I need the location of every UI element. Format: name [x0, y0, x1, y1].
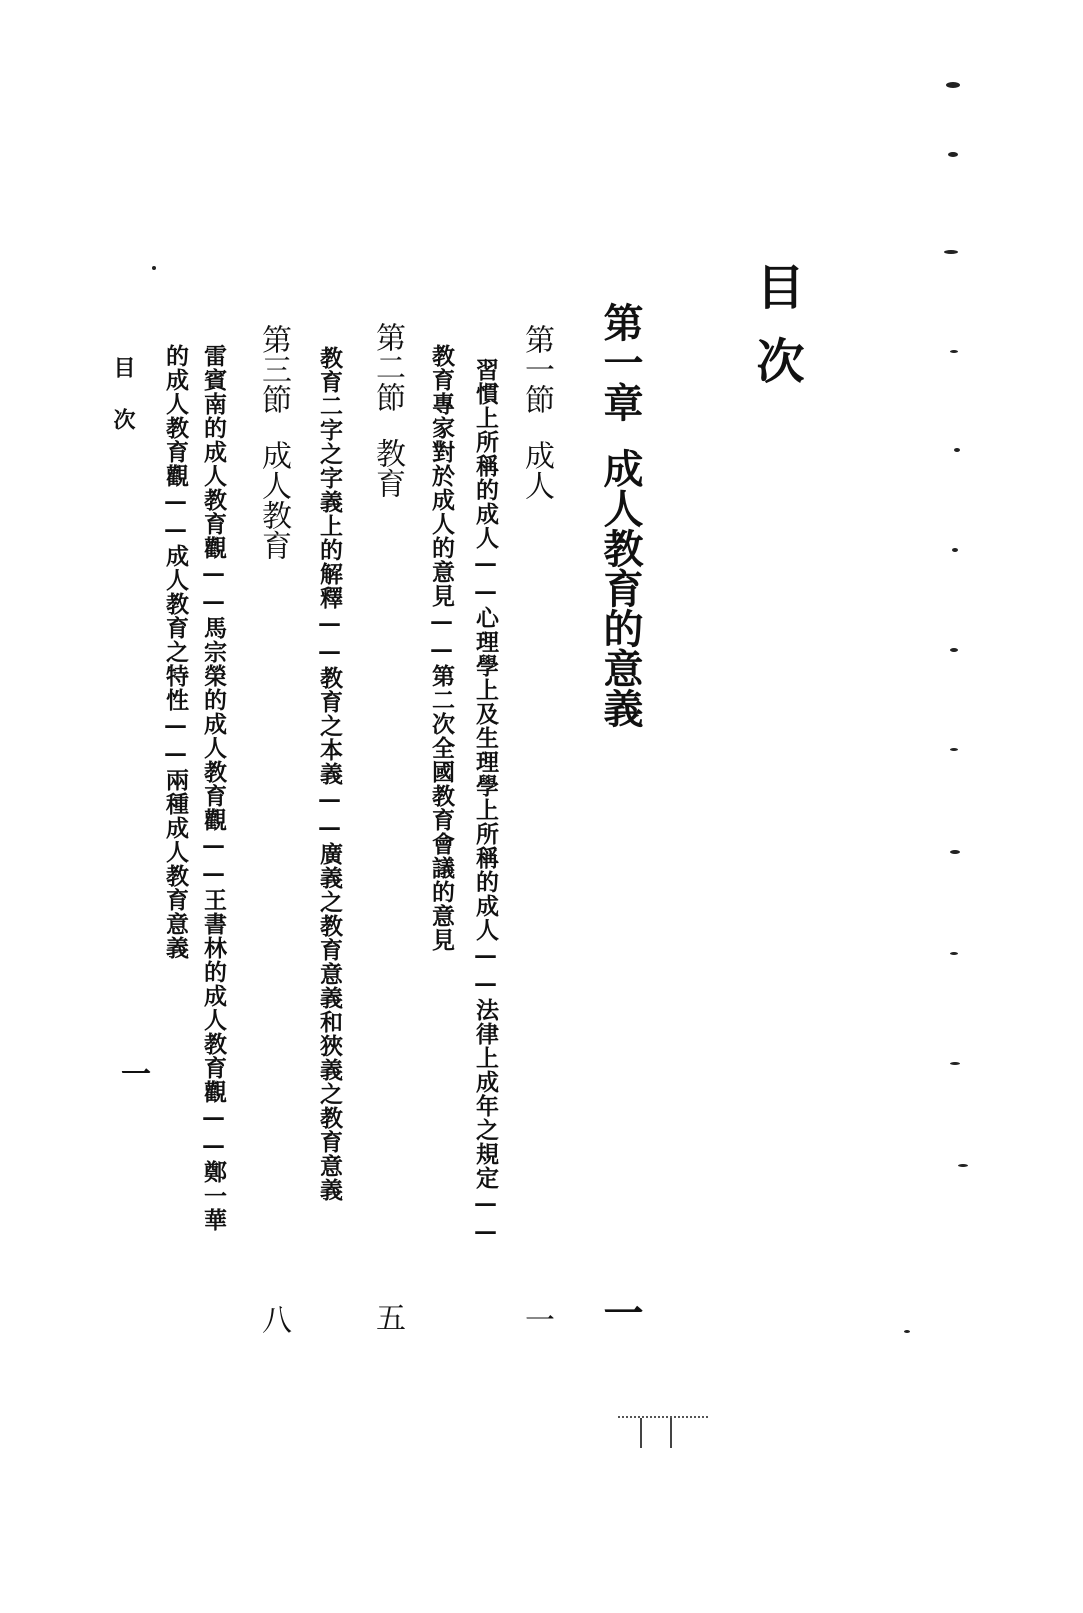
page-number: 一 — [115, 1058, 150, 1088]
scan-speck — [950, 748, 958, 751]
scan-speck — [948, 152, 958, 157]
section-label: 第三節 — [256, 324, 291, 414]
section-label: 第二節 — [370, 322, 405, 412]
scan-speck — [946, 82, 960, 88]
subtopic-line: 教育二字之字義上的解釋——教育之本義——廣義之教育意義和狹義之教育意義 — [316, 346, 343, 1202]
chapter-label: 第一章 — [597, 302, 644, 422]
leader-dots — [600, 738, 640, 1282]
subtopic-line: 雷賓南的成人教育觀——馬宗榮的成人教育觀——王書林的成人教育觀——鄭一華 — [200, 344, 227, 1232]
scan-speck — [944, 250, 958, 254]
section-entry-1[interactable] — [519, 324, 554, 1334]
scan-edge-mark — [618, 1410, 708, 1450]
chapter-page-number: 一 — [597, 1292, 644, 1332]
scan-speck — [950, 350, 958, 353]
section-page-number: 八 — [256, 1304, 291, 1334]
page-title: 目次 — [748, 262, 804, 410]
leader-dots — [258, 570, 288, 1294]
scan-speck — [904, 1330, 910, 1333]
subtopic-line: 的成人教育觀——成人教育之特性——兩種成人教育意義 — [162, 344, 189, 960]
section-entry-2[interactable] — [370, 322, 405, 1332]
scan-speck — [950, 1062, 960, 1065]
chapter-entry[interactable] — [597, 302, 644, 1332]
scan-speck — [152, 266, 156, 270]
scan-speck — [958, 1164, 968, 1167]
scan-speck — [952, 548, 958, 552]
subtopic-line: 習慣上所稱的成人——心理學上及生理學上所稱的成人——法律上成年之規定—— — [472, 358, 499, 1246]
section-name: 成人 — [519, 440, 554, 500]
section-name: 成人教育 — [256, 440, 291, 560]
scan-speck — [950, 952, 958, 955]
section-entry-3[interactable] — [256, 324, 291, 1334]
section-name: 教育 — [370, 438, 405, 498]
subtopic-line: 教育專家對於成人的意見——第二次全國教育會議的意見 — [428, 344, 455, 952]
leader-dots — [372, 508, 402, 1292]
section-page-number: 一 — [519, 1304, 554, 1334]
running-header: 目次 — [110, 356, 136, 460]
chapter-name: 成人教育的意義 — [597, 448, 644, 728]
scan-speck — [954, 448, 960, 452]
section-label: 第一節 — [519, 324, 554, 414]
scan-speck — [950, 850, 960, 854]
leader-dots — [521, 510, 551, 1294]
scan-speck — [950, 648, 958, 652]
section-page-number: 五 — [370, 1302, 405, 1332]
